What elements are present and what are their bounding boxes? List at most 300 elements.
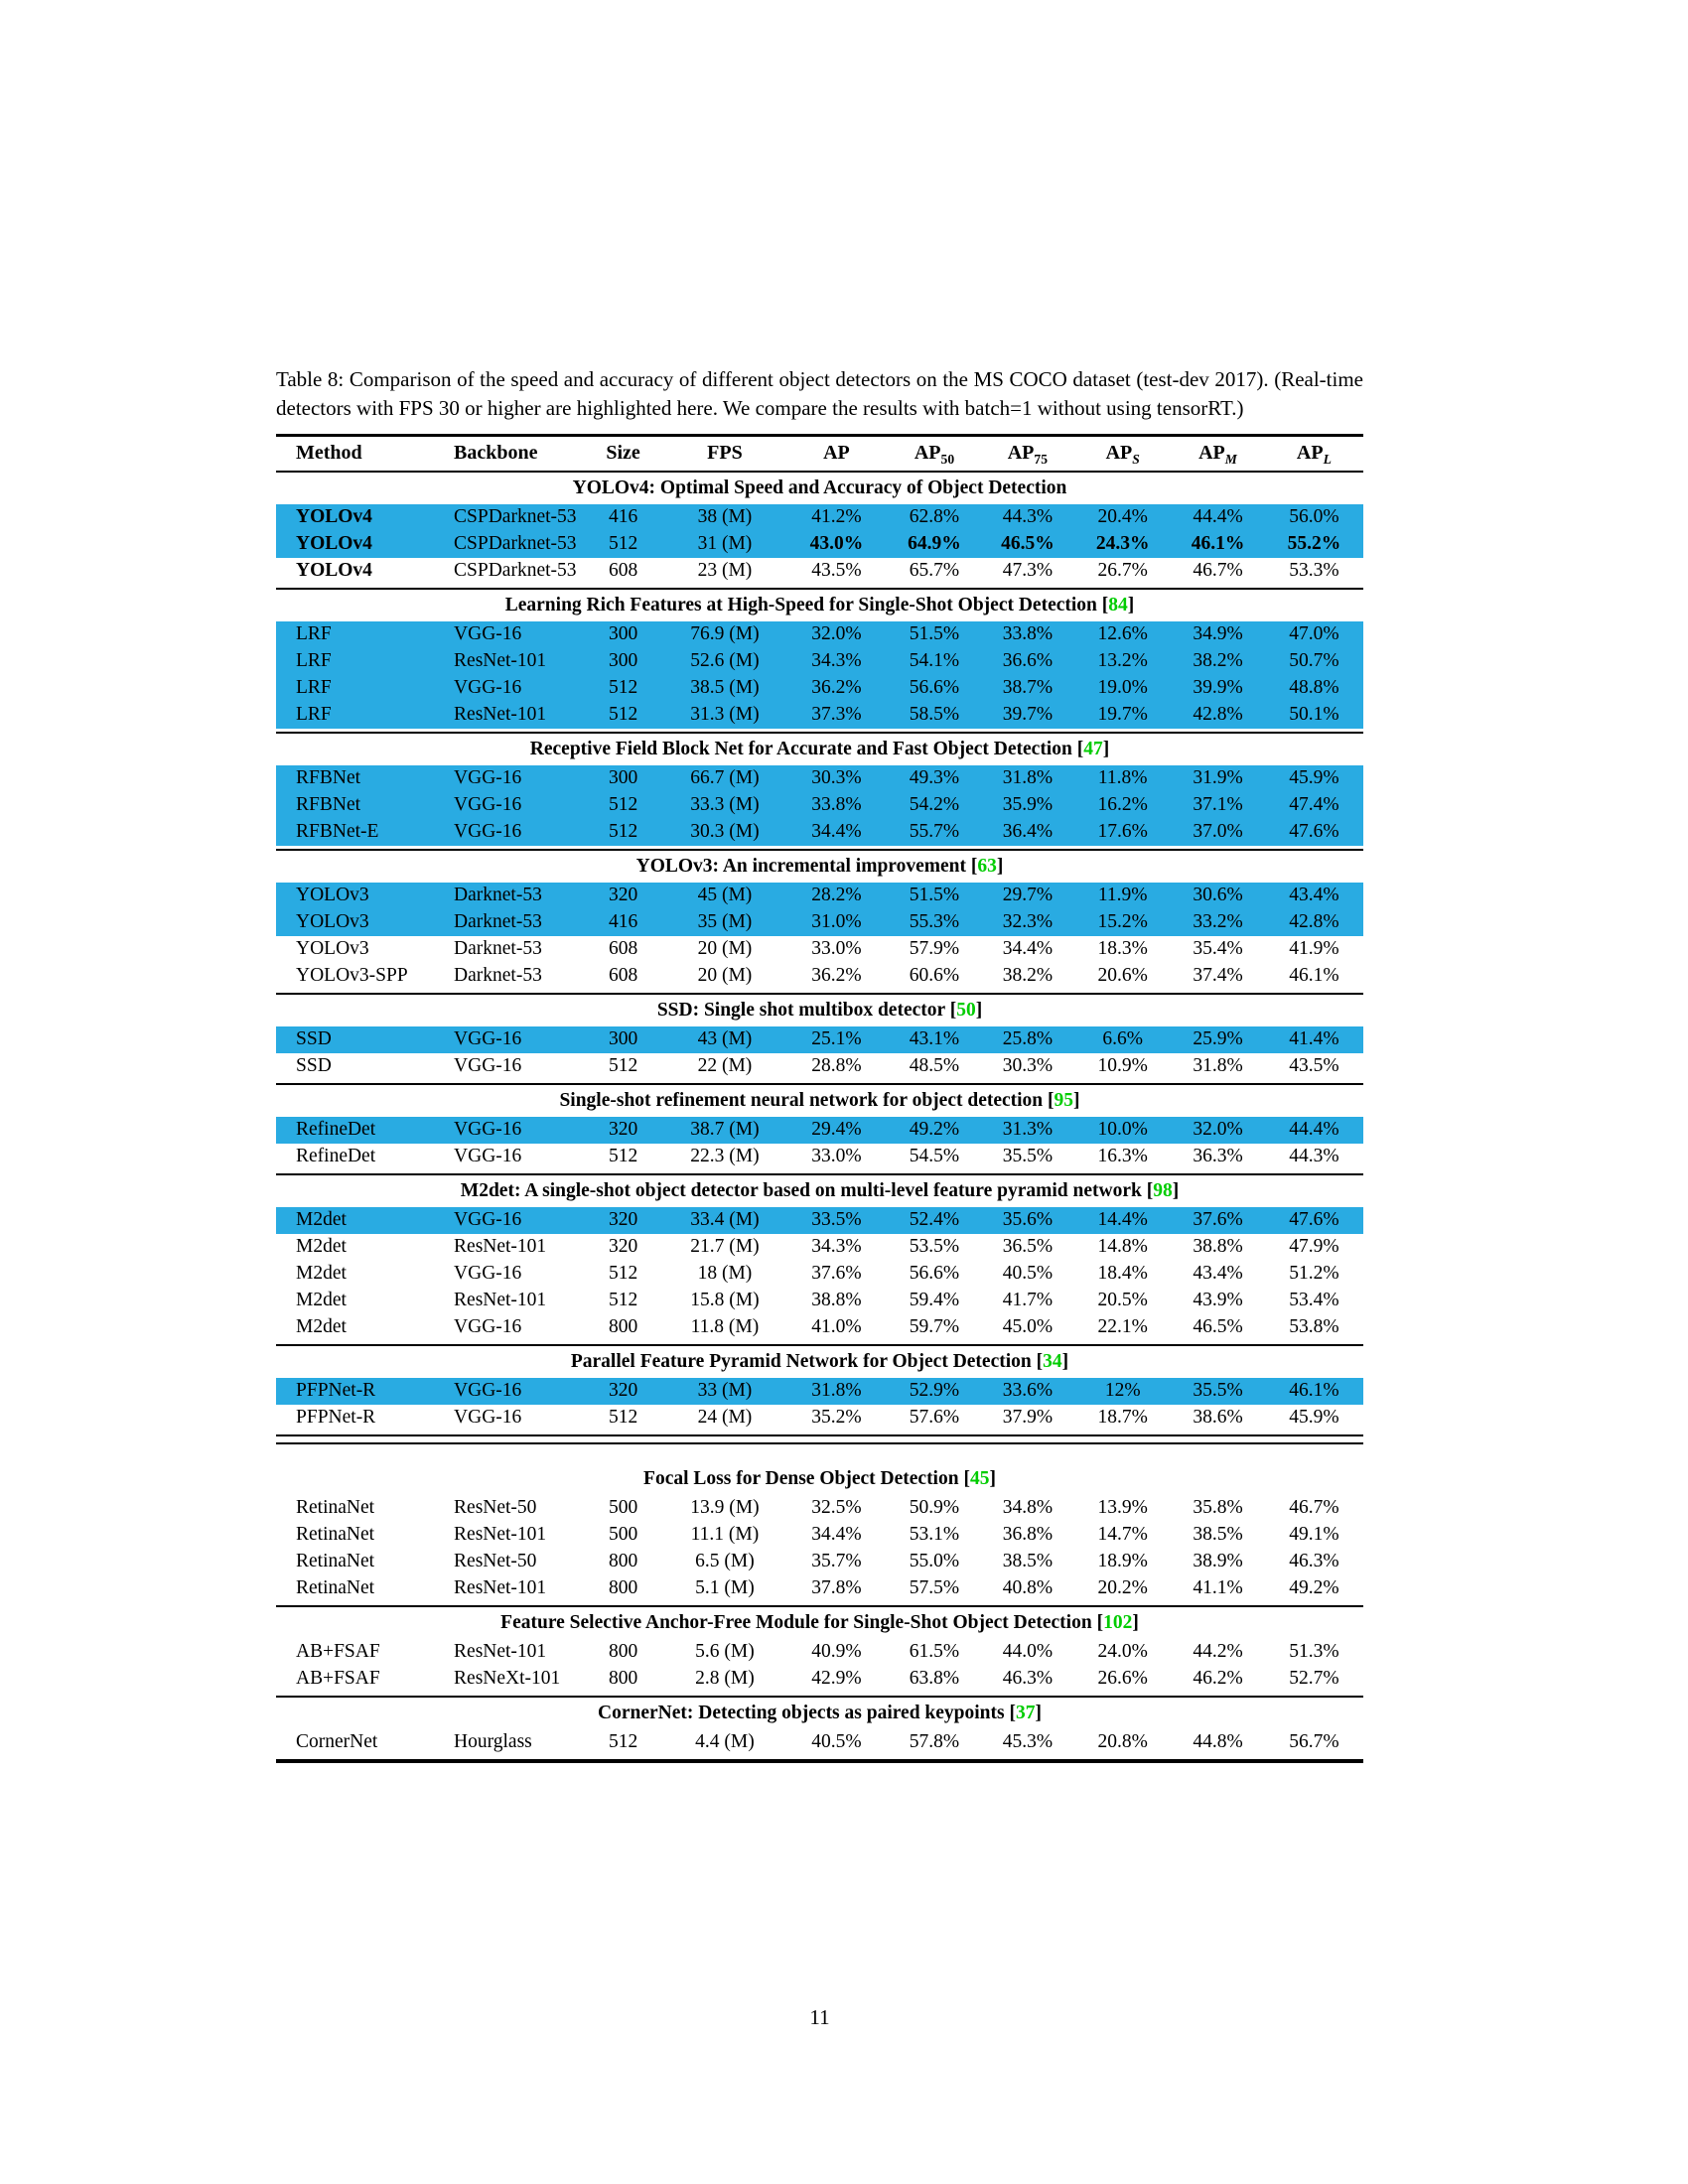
table-cell-apm: 46.2% (1193, 1668, 1243, 1690)
citation-link[interactable]: 34 (1043, 1350, 1062, 1372)
table-cell-ap: 43.0% (809, 533, 864, 555)
table-row (276, 1261, 1363, 1288)
table-cell-aps: 11.8% (1097, 767, 1148, 789)
table-cell-ap50: 62.8% (909, 506, 960, 528)
table-cell-fps: 11.1 (M) (690, 1524, 760, 1546)
table-cell-ap50: 57.8% (909, 1731, 960, 1753)
table-cell-apm: 30.6% (1193, 885, 1243, 906)
table-cell-aps: 13.9% (1097, 1497, 1148, 1519)
table-cell-ap75: 32.3% (1002, 911, 1054, 933)
table-cell-ap: 37.8% (811, 1577, 862, 1599)
table-section-rule (276, 1605, 1363, 1607)
page-number: 11 (809, 2005, 830, 2029)
table-cell-fps: 76.9 (M) (690, 623, 760, 645)
table-cell-size: 800 (608, 1316, 638, 1338)
table-cell-ap75: 38.2% (1002, 965, 1054, 987)
table-cell-ap75: 34.8% (1002, 1497, 1054, 1519)
table-cell-size: 512 (608, 1146, 638, 1167)
table-cell-ap: 33.5% (811, 1209, 862, 1231)
table-cell-ap50: 60.6% (909, 965, 960, 987)
citation-link[interactable]: 37 (1016, 1702, 1036, 1723)
table-cell-ap50: 48.5% (909, 1055, 960, 1077)
table-cell-apm: 44.8% (1193, 1731, 1243, 1753)
table-cell-ap50: 57.9% (909, 938, 960, 960)
table-cell-apl: 50.7% (1289, 650, 1339, 672)
table-cell-apm: 46.1% (1191, 533, 1245, 555)
table-cell-ap: 25.1% (811, 1028, 862, 1050)
table-cell-method: YOLOv4 (296, 506, 372, 528)
table-cell-ap50: 50.9% (909, 1497, 960, 1519)
table-cell-apm: 38.2% (1193, 650, 1243, 672)
table-cell-fps: 6.5 (M) (695, 1551, 755, 1572)
table-cell-apm: 31.9% (1193, 767, 1243, 789)
table-cell-ap: 32.5% (811, 1497, 862, 1519)
table-cell-ap75: 30.3% (1002, 1055, 1054, 1077)
column-header-apm: $AP_M$ (1198, 442, 1237, 468)
table-cell-backbone: ResNet-101 (454, 704, 547, 726)
table-cell-apm: 32.0% (1193, 1119, 1243, 1141)
table-cell-method: PFPNet-R (296, 1407, 376, 1429)
table-row (276, 675, 1363, 702)
table-cell-method: RetinaNet (296, 1524, 375, 1546)
table-cell-aps: 10.0% (1097, 1119, 1148, 1141)
section-title: Single-shot refinement neural network for object detection [95] (559, 1089, 1080, 1111)
table-cell-backbone: VGG-16 (454, 1380, 522, 1402)
column-header-ap50: $AP_{50}$ (914, 442, 955, 468)
section-title: Feature Selective Anchor-Free Module for Single-Shot Object Detection [102] (500, 1611, 1139, 1633)
table-cell-method: LRF (296, 650, 332, 672)
table-cell-ap: 37.6% (811, 1263, 862, 1285)
table-cell-aps: 20.2% (1097, 1577, 1148, 1599)
table-cell-size: 512 (608, 1407, 638, 1429)
table-cell-apm: 37.4% (1193, 965, 1243, 987)
citation-link[interactable]: 47 (1083, 738, 1103, 759)
table-cell-size: 512 (608, 1055, 638, 1077)
table-cell-size: 608 (608, 938, 638, 960)
table-cell-ap: 34.4% (811, 1524, 862, 1546)
table-cell-ap75: 44.3% (1002, 506, 1054, 528)
table-cell-size: 320 (608, 1209, 638, 1231)
table-cell-method: YOLOv3 (296, 911, 369, 933)
table-cell-ap75: 35.6% (1002, 1209, 1054, 1231)
table-cell-ap75: 45.3% (1002, 1731, 1054, 1753)
table-caption: Table 8: Comparison of the speed and accuracy of different object detectors on the MS COCO dataset (test-dev 2017). (Real-time detectors with FPS 30 or higher are highlighted here. We compare the results with batch=1 without using tensorRT.) (276, 367, 1363, 420)
table-cell-ap50: 51.5% (909, 623, 960, 645)
table-cell-apl: 46.1% (1289, 965, 1339, 987)
table-cell-backbone: VGG-16 (454, 794, 522, 816)
table-cell-backbone: VGG-16 (454, 677, 522, 699)
table-cell-size: 608 (608, 560, 638, 582)
table-cell-ap75: 33.8% (1002, 623, 1054, 645)
table-cell-fps: 5.6 (M) (695, 1641, 755, 1663)
table-cell-ap: 41.2% (811, 506, 862, 528)
table-cell-fps: 20 (M) (697, 938, 753, 960)
table-cell-fps: 18 (M) (697, 1263, 753, 1285)
table-cell-backbone: CSPDarknet-53 (454, 560, 577, 582)
table-cell-ap: 30.3% (811, 767, 862, 789)
table-cell-ap: 38.8% (811, 1290, 862, 1311)
table-cell-fps: 43 (M) (697, 1028, 753, 1050)
table-cell-fps: 22 (M) (697, 1055, 753, 1077)
table-cell-aps: 16.3% (1097, 1146, 1148, 1167)
column-header-apl: $AP_L$ (1296, 442, 1332, 468)
citation-link[interactable]: 84 (1108, 594, 1128, 615)
table-cell-fps: 31 (M) (697, 533, 753, 555)
table-cell-ap: 33.0% (811, 938, 862, 960)
table-cell-method: RetinaNet (296, 1497, 375, 1519)
table-cell-apm: 25.9% (1193, 1028, 1243, 1050)
table-cell-apl: 55.2% (1287, 533, 1341, 555)
table-cell-fps: 11.8 (M) (690, 1316, 760, 1338)
table-row (276, 1575, 1363, 1602)
table-cell-size: 800 (608, 1551, 638, 1572)
table-cell-size: 512 (608, 1290, 638, 1311)
table-row (276, 702, 1363, 729)
table-cell-ap50: 52.9% (909, 1380, 960, 1402)
table-cell-size: 416 (608, 911, 638, 933)
table-cell-backbone: VGG-16 (454, 1119, 522, 1141)
table-cell-method: M2det (296, 1209, 347, 1231)
table-cell-apm: 35.5% (1193, 1380, 1243, 1402)
table-cell-apm: 37.0% (1193, 821, 1243, 843)
table-cell-aps: 14.7% (1097, 1524, 1148, 1546)
column-header-ap75: $AP_{75}$ (1007, 442, 1048, 468)
table-cell-apl: 46.7% (1289, 1497, 1339, 1519)
table-cell-method: YOLOv4 (296, 560, 372, 582)
table-section-rule (276, 849, 1363, 851)
table-cell-size: 500 (608, 1524, 638, 1546)
table-cell-method: YOLOv4 (296, 533, 372, 555)
table-cell-ap75: 25.8% (1002, 1028, 1054, 1050)
results-table (276, 434, 1363, 1763)
table-cell-fps: 52.6 (M) (690, 650, 760, 672)
table-row (276, 909, 1363, 936)
table-cell-apl: 44.4% (1289, 1119, 1339, 1141)
section-title: CornerNet: Detecting objects as paired keypoints [37] (598, 1702, 1042, 1723)
table-cell-apm: 35.4% (1193, 938, 1243, 960)
table-row (276, 1405, 1363, 1432)
table-cell-ap: 31.8% (811, 1380, 862, 1402)
table-cell-ap50: 64.9% (908, 533, 961, 555)
table-cell-apm: 38.8% (1193, 1236, 1243, 1258)
table-cell-ap: 41.0% (811, 1316, 862, 1338)
table-cell-ap75: 35.5% (1002, 1146, 1054, 1167)
table-cell-backbone: Darknet-53 (454, 885, 542, 906)
table-cell-aps: 19.7% (1097, 704, 1148, 726)
section-title: SSD: Single shot multibox detector [50] (656, 999, 983, 1021)
table-cell-ap: 34.3% (811, 650, 862, 672)
table-cell-backbone: VGG-16 (454, 1407, 522, 1429)
table-cell-backbone: ResNeXt-101 (454, 1668, 561, 1690)
table-cell-method: M2det (296, 1236, 347, 1258)
table-cell-aps: 26.7% (1097, 560, 1148, 582)
table-cell-apl: 46.3% (1289, 1551, 1339, 1572)
table-cell-method: M2det (296, 1290, 347, 1311)
table-row (276, 1549, 1363, 1575)
table-header-rule (276, 471, 1363, 473)
table-cell-size: 512 (608, 794, 638, 816)
citation-link[interactable]: 45 (969, 1467, 990, 1489)
table-cell-ap50: 54.5% (909, 1146, 960, 1167)
table-cell-ap50: 65.7% (909, 560, 960, 582)
table-cell-apl: 49.1% (1289, 1524, 1339, 1546)
table-cell-ap75: 40.8% (1002, 1577, 1054, 1599)
table-section-rule (276, 1173, 1363, 1175)
table-cell-aps: 20.5% (1097, 1290, 1148, 1311)
section-title: YOLOv3: An incremental improvement [63] (635, 855, 1004, 877)
table-row (276, 558, 1363, 585)
table-cell-backbone: ResNet-101 (454, 1290, 547, 1311)
table-cell-ap: 32.0% (811, 623, 862, 645)
section-title: Focal Loss for Dense Object Detection [45] (643, 1467, 996, 1489)
table-cell-ap: 34.4% (811, 821, 862, 843)
table-bottom-rule (276, 1759, 1363, 1763)
table-cell-ap: 36.2% (811, 677, 862, 699)
table-cell-apl: 50.1% (1289, 704, 1339, 726)
table-cell-ap75: 46.5% (1001, 533, 1055, 555)
table-cell-fps: 4.4 (M) (695, 1731, 755, 1753)
column-header-ap: AP (823, 442, 850, 465)
table-cell-backbone: VGG-16 (454, 1209, 522, 1231)
table-cell-backbone: Hourglass (454, 1731, 532, 1753)
table-cell-ap: 34.3% (811, 1236, 862, 1258)
table-cell-backbone: Darknet-53 (454, 938, 542, 960)
table-row (276, 1314, 1363, 1341)
table-cell-apl: 53.8% (1289, 1316, 1339, 1338)
table-cell-ap50: 55.3% (909, 911, 960, 933)
table-cell-apl: 53.4% (1289, 1290, 1339, 1311)
table-cell-backbone: VGG-16 (454, 821, 522, 843)
table-cell-ap75: 40.5% (1002, 1263, 1054, 1285)
table-cell-apm: 37.6% (1193, 1209, 1243, 1231)
table-cell-fps: 66.7 (M) (690, 767, 760, 789)
table-cell-size: 800 (608, 1577, 638, 1599)
table-cell-method: RFBNet-E (296, 821, 379, 843)
table-cell-apm: 44.2% (1193, 1641, 1243, 1663)
table-cell-method: LRF (296, 704, 332, 726)
table-row (276, 1729, 1363, 1756)
table-row (276, 963, 1363, 990)
table-double-rule (276, 1434, 1363, 1444)
table-cell-ap: 43.5% (811, 560, 862, 582)
table-cell-ap50: 59.7% (909, 1316, 960, 1338)
table-cell-ap75: 29.7% (1002, 885, 1054, 906)
table-cell-size: 320 (608, 1119, 638, 1141)
table-cell-ap50: 53.1% (909, 1524, 960, 1546)
table-cell-aps: 18.3% (1097, 938, 1148, 960)
table-cell-fps: 33.3 (M) (690, 794, 760, 816)
table-cell-method: SSD (296, 1055, 332, 1077)
table-cell-ap75: 41.7% (1002, 1290, 1054, 1311)
section-title: YOLOv4: Optimal Speed and Accuracy of Object Detection (572, 477, 1067, 498)
table-cell-backbone: ResNet-101 (454, 1641, 547, 1663)
table-cell-apl: 52.7% (1289, 1668, 1339, 1690)
table-row (276, 1639, 1363, 1666)
table-cell-apl: 47.4% (1289, 794, 1339, 816)
table-cell-aps: 20.6% (1097, 965, 1148, 987)
column-header-size: Size (606, 442, 640, 465)
table-cell-backbone: ResNet-50 (454, 1551, 537, 1572)
table-cell-apm: 38.6% (1193, 1407, 1243, 1429)
table-cell-method: YOLOv3 (296, 938, 369, 960)
table-cell-ap50: 57.5% (909, 1577, 960, 1599)
table-cell-size: 320 (608, 885, 638, 906)
table-cell-size: 300 (608, 650, 638, 672)
table-cell-ap: 29.4% (811, 1119, 862, 1141)
table-cell-apl: 47.6% (1289, 821, 1339, 843)
table-cell-apl: 48.8% (1289, 677, 1339, 699)
table-row (276, 648, 1363, 675)
table-cell-backbone: Darknet-53 (454, 965, 542, 987)
table-cell-apl: 56.7% (1289, 1731, 1339, 1753)
table-cell-apl: 43.4% (1289, 885, 1339, 906)
table-cell-backbone: CSPDarknet-53 (454, 533, 577, 555)
table-cell-apl: 44.3% (1289, 1146, 1339, 1167)
table-cell-method: YOLOv3-SPP (296, 965, 408, 987)
table-cell-fps: 38.5 (M) (690, 677, 760, 699)
table-cell-fps: 33 (M) (697, 1380, 753, 1402)
table-cell-method: CornerNet (296, 1731, 378, 1753)
table-cell-apl: 41.9% (1289, 938, 1339, 960)
table-cell-size: 800 (608, 1641, 638, 1663)
table-cell-size: 512 (608, 1731, 638, 1753)
table-cell-apm: 43.9% (1193, 1290, 1243, 1311)
table-cell-backbone: VGG-16 (454, 767, 522, 789)
table-cell-ap75: 35.9% (1002, 794, 1054, 816)
table-row (276, 1666, 1363, 1693)
table-cell-fps: 23 (M) (697, 560, 753, 582)
table-cell-ap50: 55.0% (909, 1551, 960, 1572)
table-cell-ap: 36.2% (811, 965, 862, 987)
table-cell-size: 512 (608, 704, 638, 726)
table-cell-ap: 35.7% (811, 1551, 862, 1572)
table-cell-apm: 44.4% (1193, 506, 1243, 528)
table-section-rule (276, 1083, 1363, 1085)
table-cell-ap50: 56.6% (909, 1263, 960, 1285)
table-block (276, 365, 1363, 1763)
table-cell-ap50: 56.6% (909, 677, 960, 699)
table-cell-apm: 42.8% (1193, 704, 1243, 726)
table-cell-apl: 42.8% (1289, 911, 1339, 933)
table-cell-aps: 20.4% (1097, 506, 1148, 528)
table-cell-size: 320 (608, 1236, 638, 1258)
table-cell-ap75: 34.4% (1002, 938, 1054, 960)
table-cell-ap: 28.2% (811, 885, 862, 906)
table-section-rule (276, 993, 1363, 995)
table-cell-fps: 31.3 (M) (690, 704, 760, 726)
table-cell-method: YOLOv3 (296, 885, 369, 906)
table-cell-ap: 35.2% (811, 1407, 862, 1429)
table-cell-apm: 35.8% (1193, 1497, 1243, 1519)
table-cell-backbone: Darknet-53 (454, 911, 542, 933)
table-cell-ap50: 51.5% (909, 885, 960, 906)
table-cell-ap50: 53.5% (909, 1236, 960, 1258)
table-cell-size: 512 (608, 677, 638, 699)
table-cell-fps: 38 (M) (697, 506, 753, 528)
table-cell-ap50: 54.1% (909, 650, 960, 672)
table-cell-size: 300 (608, 623, 638, 645)
table-cell-apl: 51.2% (1289, 1263, 1339, 1285)
table-cell-backbone: ResNet-50 (454, 1497, 537, 1519)
table-cell-apl: 41.4% (1289, 1028, 1339, 1050)
table-cell-size: 300 (608, 1028, 638, 1050)
table-cell-backbone: VGG-16 (454, 1146, 522, 1167)
citation-link[interactable]: 98 (1153, 1179, 1173, 1201)
table-cell-size: 512 (608, 821, 638, 843)
column-header-aps: $AP_S$ (1105, 442, 1140, 468)
table-cell-backbone: VGG-16 (454, 623, 522, 645)
table-cell-fps: 5.1 (M) (695, 1577, 755, 1599)
table-cell-apm: 43.4% (1193, 1263, 1243, 1285)
table-cell-size: 300 (608, 767, 638, 789)
table-cell-aps: 15.2% (1097, 911, 1148, 933)
citation-link[interactable]: 95 (1054, 1089, 1074, 1111)
citation-link[interactable]: 50 (956, 999, 976, 1021)
table-cell-apl: 43.5% (1289, 1055, 1339, 1077)
table-cell-method: AB+FSAF (296, 1641, 380, 1663)
table-cell-apm: 46.7% (1193, 560, 1243, 582)
table-section-rule (276, 732, 1363, 734)
column-header-method: Method (296, 442, 362, 465)
table-cell-ap50: 57.6% (909, 1407, 960, 1429)
table-cell-ap: 40.5% (811, 1731, 862, 1753)
table-cell-aps: 16.2% (1097, 794, 1148, 816)
table-cell-ap75: 46.3% (1002, 1668, 1054, 1690)
table-cell-apl: 46.1% (1289, 1380, 1339, 1402)
table-cell-aps: 10.9% (1097, 1055, 1148, 1077)
table-cell-apm: 34.9% (1193, 623, 1243, 645)
table-row (276, 1288, 1363, 1314)
table-section-rule (276, 1696, 1363, 1698)
table-cell-apm: 46.5% (1193, 1316, 1243, 1338)
table-cell-ap75: 45.0% (1002, 1316, 1054, 1338)
table-cell-apm: 37.1% (1193, 794, 1243, 816)
table-cell-fps: 35 (M) (697, 911, 753, 933)
table-cell-ap75: 36.6% (1002, 650, 1054, 672)
table-cell-backbone: VGG-16 (454, 1263, 522, 1285)
table-cell-fps: 21.7 (M) (690, 1236, 760, 1258)
table-row (276, 819, 1363, 846)
table-cell-method: M2det (296, 1316, 347, 1338)
table-row (276, 621, 1363, 648)
table-row (276, 531, 1363, 558)
table-cell-fps: 13.9 (M) (690, 1497, 760, 1519)
table-row (276, 1117, 1363, 1144)
table-cell-apm: 38.5% (1193, 1524, 1243, 1546)
table-cell-ap75: 47.3% (1002, 560, 1054, 582)
table-cell-aps: 19.0% (1097, 677, 1148, 699)
table-row (276, 1378, 1363, 1405)
table-cell-fps: 24 (M) (697, 1407, 753, 1429)
table-cell-ap: 42.9% (811, 1668, 862, 1690)
citation-link[interactable]: 102 (1103, 1611, 1133, 1633)
table-cell-apm: 41.1% (1193, 1577, 1243, 1599)
table-cell-aps: 12% (1104, 1380, 1141, 1402)
table-cell-fps: 30.3 (M) (690, 821, 760, 843)
table-cell-backbone: VGG-16 (454, 1316, 522, 1338)
citation-link[interactable]: 63 (977, 855, 997, 877)
table-cell-size: 512 (608, 1263, 638, 1285)
table-cell-apl: 56.0% (1289, 506, 1339, 528)
table-cell-method: PFPNet-R (296, 1380, 376, 1402)
table-cell-ap50: 49.2% (909, 1119, 960, 1141)
section-title: Learning Rich Features at High-Speed for Single-Shot Object Detection [84] (504, 594, 1135, 615)
table-cell-backbone: VGG-16 (454, 1028, 522, 1050)
table-cell-fps: 33.4 (M) (690, 1209, 760, 1231)
table-row (276, 1144, 1363, 1170)
table-cell-apm: 38.9% (1193, 1551, 1243, 1572)
table-cell-apm: 36.3% (1193, 1146, 1243, 1167)
